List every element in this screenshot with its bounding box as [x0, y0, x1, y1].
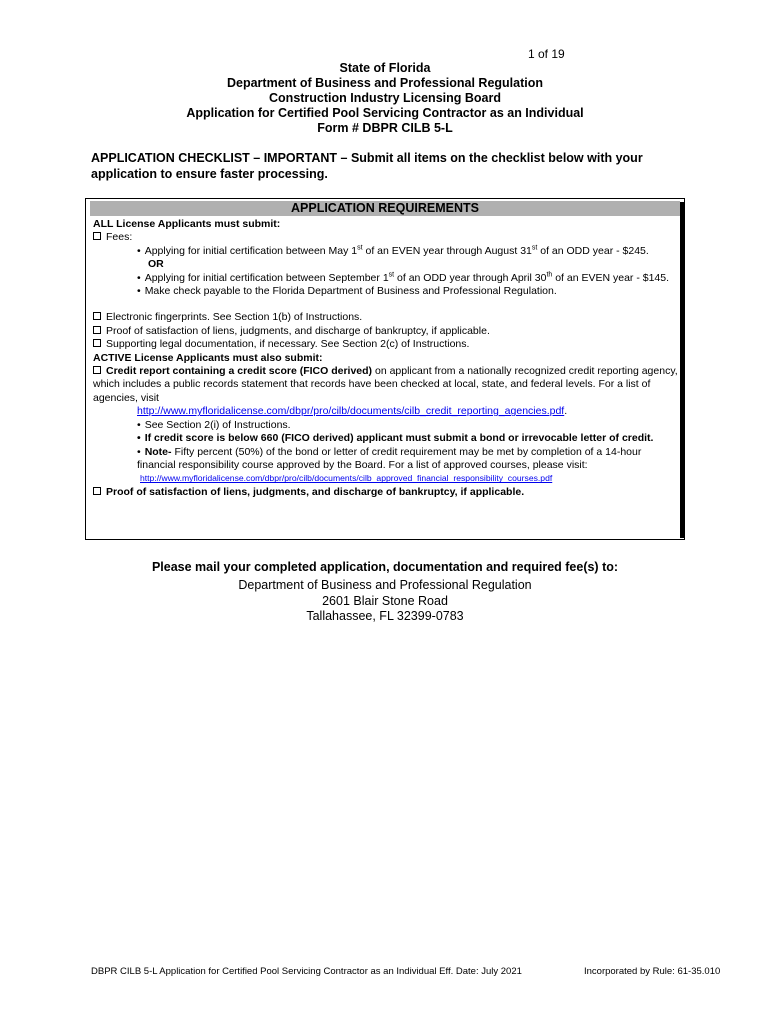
fee1-text-c: of an ODD year - $245. — [537, 244, 649, 257]
header-application-title: Application for Certified Pool Servicing Contractor as an Individual — [186, 106, 584, 120]
fingerprints-text: Electronic fingerprints. See Section 1(b) of Instructions. — [106, 311, 363, 324]
fee2-text-b: of an ODD year through April 30 — [394, 271, 547, 284]
fees-label: Fees: — [106, 231, 133, 244]
checkbox-icon[interactable] — [93, 312, 101, 320]
credit-agencies-link[interactable]: http://www.myfloridalicense.com/dbpr/pro/cilb/documents/cilb_credit_reporting_agencies.pdf — [137, 405, 565, 418]
fee1-sup2: st — [531, 244, 538, 252]
credit-agencies-link-line — [93, 405, 678, 418]
link-period: . — [564, 405, 568, 418]
note-label: Note- — [144, 445, 172, 458]
bond-note — [93, 446, 678, 473]
fee1-sup1: st — [357, 244, 363, 252]
note-text: Fifty percent (50%) of the bond or letter of credit requirement may be met by completion of a 14-hour financial responsibility course approved by the Board. For a list of approved courses, please visit: — [137, 445, 642, 471]
footer-form-info: DBPR CILB 5-L Application for Certified Pool Servicing Contractor as an Individual Eff. Date: July 2021 — [91, 966, 522, 977]
active-applicants-heading: ACTIVE License Applicants must also submit: — [93, 351, 323, 364]
fee2-text-a: Applying for initial certification between September 1 — [144, 271, 389, 284]
bullet-icon: • — [137, 432, 141, 445]
address-line-1: Department of Business and Professional Regulation — [238, 578, 532, 592]
address-line-3: Tallahassee, FL 32399-0783 — [306, 609, 464, 623]
fee-option-even-year — [93, 245, 678, 258]
header-state: State of Florida — [339, 61, 431, 75]
or-separator: OR — [148, 258, 164, 271]
credit-report-bold: Credit report containing a credit score (FICO derived) — [106, 365, 373, 378]
credit-score-note — [93, 432, 678, 445]
fee1-text-a: Applying for initial certification between May 1 — [144, 244, 358, 257]
bullet-icon: • — [137, 418, 141, 431]
bullet-icon: • — [137, 244, 141, 257]
credit-report-text: on applicant from a nationally recognized credit reporting agency, which includes a public records statement that records have been checked at local, state, and federal levels. For a list of agencies, visit — [93, 365, 678, 404]
see-section-note — [93, 419, 678, 432]
see-section-text: See Section 2(i) of Instructions. — [144, 418, 291, 431]
active-liens-item — [93, 486, 678, 499]
fee2-sup1: st — [388, 271, 395, 279]
fingerprints-item — [93, 311, 678, 324]
mail-instructions-heading: Please mail your completed application, documentation and required fee(s) to: — [151, 560, 619, 574]
requirements-box-shadow — [680, 202, 684, 538]
courses-link-line — [93, 472, 678, 485]
checkbox-icon[interactable] — [93, 366, 101, 374]
fee2-sup2: th — [546, 271, 553, 279]
all-applicants-heading: ALL License Applicants must submit: — [93, 218, 281, 230]
active-liens-text: Proof of satisfaction of liens, judgments, and discharge of bankruptcy, if applicable. — [106, 485, 525, 498]
checkbox-icon[interactable] — [93, 326, 101, 334]
header-board: Construction Industry Licensing Board — [269, 91, 501, 105]
legal-text: Supporting legal documentation, if necessary. See Section 2(c) of Instructions. — [106, 338, 470, 351]
fee-payable-note — [93, 285, 678, 298]
header-form-number: Form # DBPR CILB 5-L — [317, 121, 453, 135]
page-number: 1 of 19 — [528, 47, 565, 61]
fee1-text-b: of an EVEN year through August 31 — [362, 244, 532, 257]
checkbox-icon[interactable] — [93, 487, 101, 495]
fee-option-odd-year — [93, 272, 678, 285]
checklist-intro: APPLICATION CHECKLIST – IMPORTANT – Submit all items on the checklist below with your application to ensure faster processing. — [91, 151, 643, 181]
liens-text: Proof of satisfaction of liens, judgments, and discharge of bankruptcy, if applicable. — [106, 324, 490, 337]
fee2-text-c: of an EVEN year - $145. — [552, 271, 670, 284]
requirements-content — [93, 218, 678, 499]
legal-documentation-item — [93, 338, 678, 351]
footer-rule: Incorporated by Rule: 61-35.010 — [584, 966, 721, 977]
bullet-icon: • — [137, 271, 141, 284]
credit-report-item — [93, 365, 678, 405]
liens-item — [93, 325, 678, 338]
address-line-2: 2601 Blair Stone Road — [322, 593, 448, 608]
header-department: Department of Business and Professional Regulation — [226, 76, 544, 90]
checkbox-icon[interactable] — [93, 339, 101, 347]
requirements-title: APPLICATION REQUIREMENTS — [90, 201, 680, 216]
form-header — [0, 61, 770, 136]
bullet-icon: • — [137, 285, 141, 298]
fees-item — [93, 231, 678, 244]
checkbox-icon[interactable] — [93, 232, 101, 240]
courses-link[interactable]: http://www.myfloridalicense.com/dbpr/pro/cilb/documents/cilb_approved_financial_responsibility_courses.pdf — [140, 473, 553, 484]
spacer — [93, 298, 678, 311]
bullet-icon: • — [137, 445, 141, 458]
credit-score-text: If credit score is below 660 (FICO derived) applicant must submit a bond or irrevocable letter of credit. — [144, 432, 654, 445]
mailing-address — [0, 578, 770, 625]
fee3-text: Make check payable to the Florida Department of Business and Professional Regulation. — [144, 285, 557, 298]
